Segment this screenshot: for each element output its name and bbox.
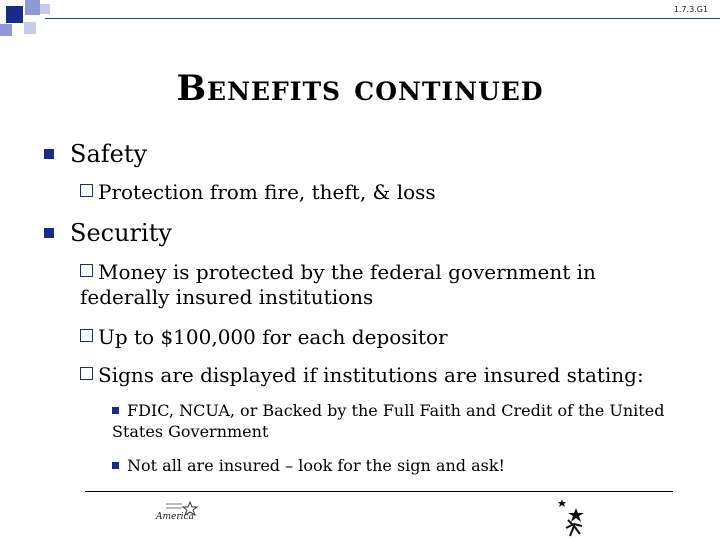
sub-sub-bullet-text: FDIC, NCUA, or Backed by the Full Faith and Credit of the United States Government xyxy=(112,401,665,441)
corner-square xyxy=(40,4,50,14)
corner-square xyxy=(24,22,36,34)
footer-rule xyxy=(85,491,673,492)
sub-sub-bullet-text: Not all are insured – look for the sign and ask! xyxy=(127,456,505,475)
america-logo xyxy=(152,498,204,522)
logo-text: America xyxy=(156,512,194,522)
sub-bullet-text: Signs are displayed if institutions are insured stating: xyxy=(98,363,644,387)
corner-square xyxy=(6,6,23,23)
sub-sub-bullet xyxy=(112,455,672,476)
sub-sub-bullet xyxy=(112,400,672,442)
checkbox-bullet-icon xyxy=(80,329,93,342)
square-bullet-icon xyxy=(112,462,119,469)
sub-bullet-text: Up to $100,000 for each depositor xyxy=(98,325,448,349)
checkbox-bullet-icon xyxy=(80,367,93,380)
bullet-text: Security xyxy=(70,219,172,247)
sub-bullet xyxy=(80,260,680,310)
sub-bullet xyxy=(80,363,680,388)
square-bullet-icon xyxy=(44,228,54,238)
header-rule xyxy=(45,18,720,19)
slide-title: Benefits continued xyxy=(176,68,544,109)
checkbox-bullet-icon xyxy=(80,184,93,197)
bullet-security xyxy=(44,219,172,247)
star-figure-logo xyxy=(554,498,588,538)
square-bullet-icon xyxy=(112,407,119,414)
slide-number: 1.7.3.G1 xyxy=(673,5,708,14)
bullet-safety xyxy=(44,140,147,168)
sub-bullet-text: Money is protected by the federal government in federally insured institutions xyxy=(80,260,596,309)
corner-square xyxy=(25,0,40,15)
sub-bullet xyxy=(80,180,680,205)
sub-bullet xyxy=(80,325,680,350)
corner-square xyxy=(0,24,12,36)
sub-bullet-text: Protection from fire, theft, & loss xyxy=(98,180,436,204)
square-bullet-icon xyxy=(44,149,54,159)
checkbox-bullet-icon xyxy=(80,264,93,277)
bullet-text: Safety xyxy=(70,140,148,168)
